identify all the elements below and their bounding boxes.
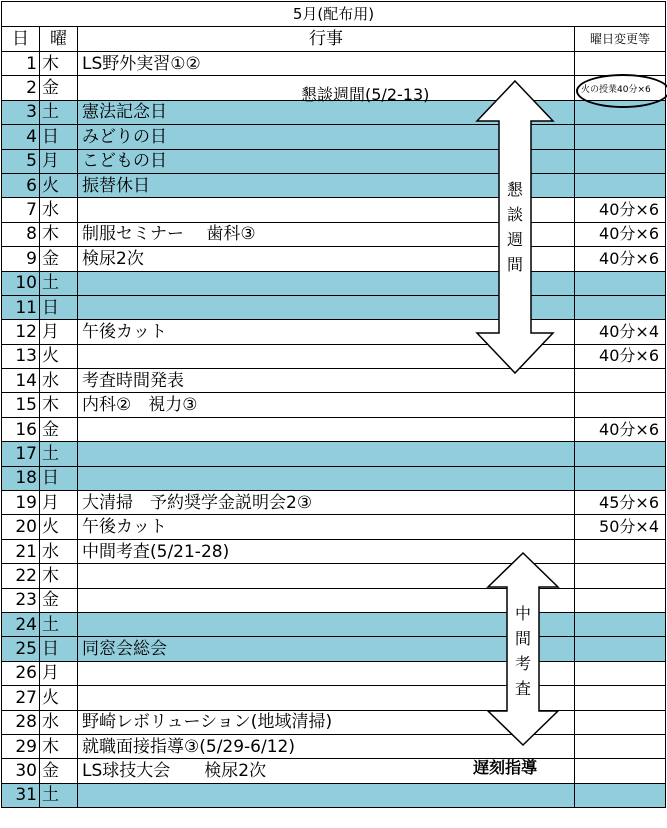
day-cell: 15: [2, 393, 40, 417]
table-row: [2, 783, 666, 807]
table-row: [2, 515, 666, 539]
change-cell: [575, 52, 666, 76]
change-cell: [575, 783, 666, 807]
weekday-cell: 月: [40, 320, 78, 344]
weekday-cell: 木: [40, 52, 78, 76]
event-cell: 就職面接指導③(5/29-6/12): [78, 734, 575, 758]
weekday-cell: 土: [40, 783, 78, 807]
change-cell: [575, 564, 666, 588]
header-events: 行事: [78, 27, 575, 52]
table-row: [2, 491, 666, 515]
event-cell: [78, 783, 575, 807]
change-cell: [575, 661, 666, 685]
table-row: [2, 222, 666, 246]
day-cell: 28: [2, 710, 40, 734]
change-cell: [575, 173, 666, 197]
table-row: [2, 393, 666, 417]
event-cell: [78, 417, 575, 441]
table-row: [2, 52, 666, 76]
kondan-arrow-text: [505, 177, 525, 277]
day-cell: 23: [2, 588, 40, 612]
day-cell: 30: [2, 759, 40, 783]
event-cell: 午後カット: [78, 320, 575, 344]
event-cell: LS野外実習①②: [78, 52, 575, 76]
weekday-cell: 火: [40, 686, 78, 710]
event-cell: 午後カット: [78, 515, 575, 539]
day-cell: 24: [2, 612, 40, 636]
weekday-cell: 土: [40, 271, 78, 295]
day-cell: 5: [2, 149, 40, 173]
change-cell: [575, 588, 666, 612]
day-cell: 6: [2, 173, 40, 197]
weekday-cell: 金: [40, 247, 78, 271]
day-cell: 2: [2, 76, 40, 100]
table-row: [2, 247, 666, 271]
day-cell: 4: [2, 125, 40, 149]
event-cell: 憲法記念日: [78, 100, 575, 124]
weekday-cell: 木: [40, 222, 78, 246]
change-cell: [575, 686, 666, 710]
day-cell: 18: [2, 466, 40, 490]
change-cell: [575, 271, 666, 295]
change-cell: [575, 393, 666, 417]
change-cell: [575, 149, 666, 173]
day-cell: 13: [2, 344, 40, 368]
change-cell: [575, 442, 666, 466]
day-cell: 14: [2, 369, 40, 393]
page-title: 5月(配布用): [2, 2, 666, 27]
chukan-char-3: 考: [514, 654, 531, 673]
table-row: [2, 271, 666, 295]
weekday-cell: 金: [40, 76, 78, 100]
schedule-sheet: [1, 1, 665, 827]
weekday-cell: 水: [40, 198, 78, 222]
table-row: [2, 442, 666, 466]
chukan-char-1: 中: [514, 604, 531, 623]
change-cell: 40分×6: [575, 344, 666, 368]
day-cell: 3: [2, 100, 40, 124]
table-row: [2, 564, 666, 588]
day-cell: 7: [2, 198, 40, 222]
event-cell: 振替休日: [78, 173, 575, 197]
header-weekday: 曜: [40, 27, 78, 52]
change-cell: [575, 759, 666, 783]
header-changes: 曜日変更等: [575, 27, 666, 52]
day-cell: 27: [2, 686, 40, 710]
change-cell: [575, 369, 666, 393]
change-cell: 50分×4: [575, 515, 666, 539]
day-cell: 9: [2, 247, 40, 271]
day-cell: 21: [2, 539, 40, 563]
event-cell: LS球技大会 検尿2次: [78, 759, 575, 783]
event-cell: 野崎レボリューション(地域清掃): [78, 710, 575, 734]
weekday-cell: 月: [40, 149, 78, 173]
change-cell: 40分×6: [575, 247, 666, 271]
kondan-char-2: 談: [506, 205, 523, 224]
table-row: [2, 149, 666, 173]
day-cell: 20: [2, 515, 40, 539]
change-cell: 45分×6: [575, 491, 666, 515]
weekday-cell: 月: [40, 491, 78, 515]
event-cell: 制服セミナー 歯科③: [78, 222, 575, 246]
table-row: [2, 661, 666, 685]
weekday-cell: 金: [40, 588, 78, 612]
weekday-cell: 水: [40, 369, 78, 393]
header-row: [2, 27, 666, 52]
title-row: [2, 2, 666, 27]
day-cell: 26: [2, 661, 40, 685]
header-day: 日: [2, 27, 40, 52]
table-row: [2, 588, 666, 612]
day-cell: 11: [2, 295, 40, 319]
chukan-arrow-text: [513, 601, 533, 701]
kondan-char-4: 間: [506, 255, 523, 274]
event-cell: 大清掃 予約奨学金説明会2③: [78, 491, 575, 515]
chukan-char-2: 間: [514, 629, 531, 648]
weekday-cell: 日: [40, 125, 78, 149]
table-row: [2, 637, 666, 661]
weekday-cell: 日: [40, 466, 78, 490]
weekday-cell: 火: [40, 515, 78, 539]
table-row: [2, 710, 666, 734]
weekday-cell: 火: [40, 173, 78, 197]
change-cell: [575, 466, 666, 490]
event-cell: 検尿2次: [78, 247, 575, 271]
day-cell: 16: [2, 417, 40, 441]
event-cell: こどもの日: [78, 149, 575, 173]
day-cell: 17: [2, 442, 40, 466]
kondan-char-1: 懇: [506, 180, 523, 199]
weekday-cell: 水: [40, 710, 78, 734]
weekday-cell: 火: [40, 344, 78, 368]
day-cell: 19: [2, 491, 40, 515]
table-row: [2, 686, 666, 710]
weekday-cell: 木: [40, 393, 78, 417]
table-row: [2, 320, 666, 344]
table-row: [2, 734, 666, 758]
weekday-cell: 月: [40, 661, 78, 685]
weekday-cell: 日: [40, 637, 78, 661]
table-row: [2, 539, 666, 563]
change-cell: [575, 710, 666, 734]
change-cell: 40分×6: [575, 222, 666, 246]
weekday-cell: 木: [40, 564, 78, 588]
late-guidance-label: 遅刻指導: [473, 758, 538, 777]
table-row: [2, 173, 666, 197]
change-cell: [575, 539, 666, 563]
table-row: [2, 125, 666, 149]
table-row: [2, 417, 666, 441]
weekday-cell: 木: [40, 734, 78, 758]
day-cell: 31: [2, 783, 40, 807]
weekday-cell: 金: [40, 759, 78, 783]
table-row: [2, 344, 666, 368]
day-cell: 8: [2, 222, 40, 246]
chukan-char-4: 査: [514, 679, 531, 698]
change-cell: [575, 734, 666, 758]
event-cell: みどりの日: [78, 125, 575, 149]
change-cell: [575, 637, 666, 661]
weekday-cell: 土: [40, 100, 78, 124]
weekday-cell: 土: [40, 442, 78, 466]
event-cell: 同窓会総会: [78, 637, 575, 661]
event-cell: 考査時間発表: [78, 369, 575, 393]
day-cell: 29: [2, 734, 40, 758]
day-cell: 25: [2, 637, 40, 661]
change-cell: [575, 612, 666, 636]
event-cell: [78, 442, 575, 466]
table-row: [2, 295, 666, 319]
day-cell: 12: [2, 320, 40, 344]
table-row: [2, 198, 666, 222]
change-cell: [575, 125, 666, 149]
weekday-cell: 土: [40, 612, 78, 636]
weekday-cell: 水: [40, 539, 78, 563]
table-row: [2, 466, 666, 490]
weekday-cell: 日: [40, 295, 78, 319]
kondan-week-label: 懇談週間(5/2-13): [301, 85, 430, 104]
schedule-table: [1, 1, 666, 808]
change-cell: 40分×6: [575, 198, 666, 222]
change-cell: 40分×6: [575, 417, 666, 441]
table-row: [2, 612, 666, 636]
day-cell: 22: [2, 564, 40, 588]
table-row: [2, 759, 666, 783]
weekday-cell: 金: [40, 417, 78, 441]
kondan-char-3: 週: [506, 230, 523, 249]
event-cell: [78, 466, 575, 490]
memo-text: 火の授業40分×6: [581, 85, 651, 95]
day-cell: 1: [2, 52, 40, 76]
table-row: [2, 369, 666, 393]
day-cell: 10: [2, 271, 40, 295]
change-cell: [575, 295, 666, 319]
event-cell: 内科② 視力③: [78, 393, 575, 417]
change-cell: 40分×4: [575, 320, 666, 344]
event-cell: 中間考査(5/21-28): [78, 539, 575, 563]
